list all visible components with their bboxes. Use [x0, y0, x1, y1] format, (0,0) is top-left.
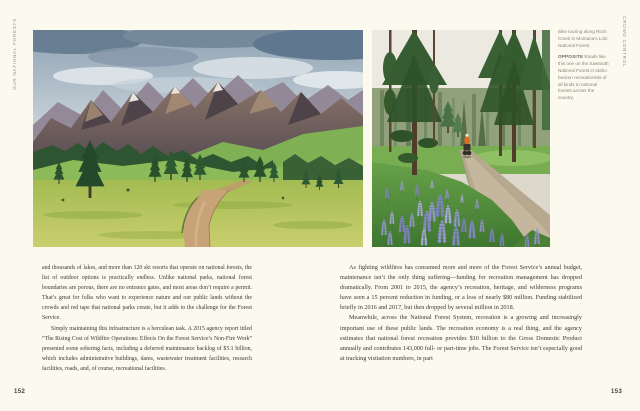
right-page-body-text: [340, 263, 582, 364]
page-number-right: 153: [611, 389, 623, 395]
left-photo-mountain-road: [33, 30, 363, 247]
photo-caption: [558, 29, 609, 107]
forest-road-illustration: [372, 30, 550, 247]
left-paragraph-1: and thousands of lakes, and more than 120 ski resorts that operate on national forests, the list of outdoor options is practically endless. Unlike national parks, national forest boundaries are porous, there are no entrance gates, and most areas don’t require a permit. That’s great for folks who want to experience nature and our public lands without the crowds and red tape that national parks create, but it adds to the challenge for the Forest Service.: [42, 265, 252, 322]
caption-current-photo: Bike touring along Rock Creek in Montana’s Lolo National Forest.: [558, 29, 608, 48]
caption-opposite-photo: [558, 54, 609, 102]
left-page-body-text: [42, 263, 252, 374]
page-number-left: 152: [14, 389, 26, 395]
caption-opposite-label: OPPOSITE: [558, 54, 584, 60]
left-edge-series-title: OUR NATIONAL FORESTS: [12, 18, 17, 90]
right-photo-cyclist-lupines: [372, 30, 550, 247]
right-paragraph-2: Meanwhile, across the National Forest System, recreation is a growing and increasingly important use of these public lands. The recreation economy is a real thing, and the agency estimates that national forest recreation provides $10 billion to the Gross Domestic Product annually and contributes 143,000 full- or part-time jobs. The Forest Service isn’t especially good at tracking visitation numbers, in part: [340, 314, 582, 362]
left-paragraph-2: Simply maintaining this infrastructure is a herculean task. A 2015 agency report titled “The Rising Cost of Wildfire Operations: Effects On the Forest Service’s Non-Fire Work” presented some sobering facts, including a deferred maintenance backlog of $5.1 billion, which includes administrative buildings, dams, wastewater treatment facilities, research facilities, roads, and, of course, recreational facilities.: [42, 325, 252, 372]
right-edge-chapter-title: CROWD CONTROL: [622, 16, 627, 68]
caption-opposite-text: Roads like this one on the Sawtooth National Forest in Idaho beckon recreationists of all kinds to national forests across the country.: [558, 54, 609, 101]
mountain-road-illustration: [33, 30, 363, 247]
right-paragraph-1: As fighting wildfires has consumed more and more of the Forest Service’s annual budget, maintenance isn’t the only thing suffering—funding for recreation management has dropped dramatically. From 2001 to 2015, the agency’s recreation, heritage, and wilderness programs have seen a 15 percent reduction in funding, or a loss of nearly $80 million. Funding stabilized briefly in 2016 and 2017, but then dropped by several million in 2018.: [340, 264, 582, 312]
